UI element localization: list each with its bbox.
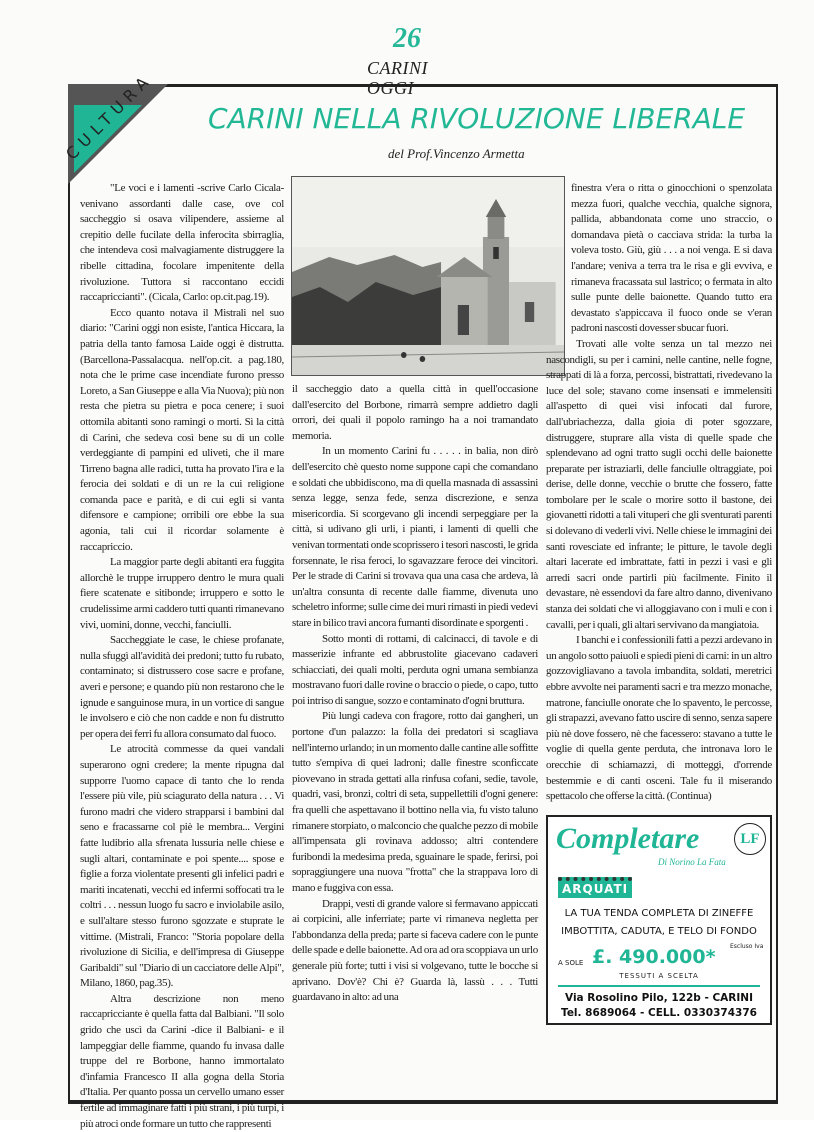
article-column-3: [546, 181, 772, 1025]
paragraph: il saccheggio dato a quella città in quell'occasione dall'esercito del Borbone, rimarrà sempre addietro dagli orrori, dei quali il popolo ramingo ha a noi tramandato memoria.: [292, 383, 538, 442]
ad-fabric-note: TESSUTI A SCELTA: [619, 971, 699, 980]
article-column-1: [80, 181, 284, 1132]
ad-price-note: Escluso Iva: [730, 942, 764, 950]
masthead: [355, 23, 475, 98]
paragraph: La maggior parte degli abitanti era fuggita allorchè le truppe irruppero dentro le mura quali fiere scatenate e sitibonde; irruppero e sotto le crudelissime armi caddero tutti quanti rimanevano vivi, uomini, donne, vecchi, fanciulli.: [80, 556, 284, 631]
article-title: CARINI NELLA RIVOLUZIONE LIBERALE: [208, 102, 746, 135]
ad-partner: ARQUATI: [558, 877, 632, 898]
paragraph: Drappi, vesti di grande valore si fermavano appiccati ai corpicini, alle inferriate; parte vi rimaneva negletta per l'abbondanza della preda; parte si faceva cadere con le punte delle spade e delle baionette. Ad ora ad ora scoppiava un urlo generale più forte; tutti i visi si volgevano, tutte le bocche si aprivano. Dov'è? Chi è? Guarda là, lassù . . . Tutti guardavano in alto: ad una: [292, 897, 538, 1004]
paragraph: finestra v'era o ritta o ginocchioni o spenzolata mezza fuori, qualche vecchia, qualche signora, pallida, abbandonata come uno straccio, o domandava pietà o cacciava strida: la turba la voleva tosto. Giù, giù . . . a noi venga. E si dava l'andare; veniva a terra tra le risa e gli evviva, e rimaneva fracassata sul lastrico; o fermata in alto sulle punte delle baionette. Quando tutto era devastato s'appiccava il fuoco onde se v'eran padroni nascosti dovesser sbucar fuori.: [571, 182, 772, 335]
advertisement: [546, 815, 772, 1025]
ad-line-1: LA TUA TENDA COMPLETA DI ZINEFFE: [564, 907, 754, 919]
article-column-2: [292, 382, 538, 1006]
paragraph: Sotto monti di rottami, di calcinacci, di tavole e di masserizie infrante ed abbrustolite giacevano cadaveri schiacciati, dei quali molti, perduta ogni umana sembianza mostravano fuori dalle rovine o braccio o piede, o capo, tutto poi intriso di sangue, sozzo e contaminato d'ogni bruttura.: [292, 632, 538, 707]
church-engraving-image: [292, 177, 564, 375]
paragraph: In un momento Carini fu . . . . . in balia, non dirò dell'esercito chè questo nome suppone capi che comandano e soldati che ubbidiscono, ma di quella masnada di assassini senza legge, senza fede, senza discrezione, e senza misericordia. Si scorgevano gli incendi serpeggiare per la città, si udivano gli urli, i pianti, i lamenti di quelli che venivan tormentati onde scoprissero i tesori nascosti, le grida forsennate, le risa feroci, lo sgavazzare feroce dei vincitori. Per le strade di Carini si trovava qua una casa che ardeva, là un'altra consunta di recente dalle fiamme, divenuta uno scheletro informe; sulle cime dei muri rimasti in piedi vedevi stare in bilico travi ancora fumanti disordinate e sporgenti .: [292, 445, 538, 629]
ad-address: Via Rosolino Pilo, 122b - CARINI: [565, 991, 753, 1004]
paragraph: Altra descrizione non meno raccapricciante è quella fatta dal Balbiani. "Il solo grido che uscì da Carini -dice il Balbiani- e il lampeggiar delle fiamme, quando fu invasa dalle truppe del re Borbone, hanno immortalato d'infamia Francesco II alla gogna della Storia d'Italia. Per quanto possa un cervello umano esser fertile ad immaginare fatti i più strani, i più turpi, i più atroci onde formare un tutto che rappresenti: [80, 992, 284, 1130]
engraving-illustration: [291, 176, 565, 376]
section-label: CULTURA: [62, 69, 157, 164]
ad-price: £. 490.000*: [592, 945, 716, 968]
paragraph: Le atrocità commesse da quei vandali superarono ogni credere; la mente ripugna dal supporre l'uomo capace di tanto che lo renda l'essere più vile, più sciagurato della natura . . . Vi furono madri che videro strapparsi i bambini dal seno e fracassarne col piè le membra... Vergini fatte ludibrio alla sfrenata lussuria nelle chiese e sugli altari, contaminate e poi spente.... spose e figlie a forza violentate presenti gli infelici padri e mariti incatenati, vecchi ed infermi soffocati tra le coltri . . . nessun luogo fu sacro e inviolabile asilo, e sull'altare stesso furono sgozzate e stuprate le vittime. (Mistrali, Franco: "Storia popolare della rivoluzione di Sicilia, e dell'impresa di Giuseppe Garibaldi" sul "Diario di un cacciatore delle Alpi", Milano, 1860, pag.35).: [80, 743, 284, 990]
ad-phone: Tel. 8689064 - CELL. 0330374376: [561, 1006, 757, 1019]
ad-price-prefix: A SOLE: [558, 958, 584, 967]
article-byline: del Prof.Vincenzo Armetta: [388, 146, 525, 161]
ad-brand: Completare: [556, 821, 700, 855]
ad-line-2: IMBOTTITA, CADUTA, E TELO DI FONDO: [561, 925, 757, 937]
paragraph: Trovati alle volte senza un tal mezzo nei nascondigli, su per i camini, nelle cantine, nelle fogne, strappati di là a forza, percossi, bistrattati, rivedevano la luce del sole; stavano come insensati e immelensiti all'aspetto di quei visi infocati dal furore, dall'ubriachezza, dalla gioia di poter sgozzare, distruggere, stuprare alla vista di quelle spade che splendevano ad ogni tratto sugli occhi delle baionette preparate per istraziarli, delle fanciulle oltraggiate, poi derise, delle donne, vecchie o brutte che fossero, fatte tombolare per le scale o morire sotto il bastone, dei giovanetti ridotti a tali vituperi che gli sventurati parenti si dolevano di vederli vivi. Nelle chiese le immagini dei santi rovesciate ed infrante; le pitture, le tavole degli altari lacerate ed imbrattate, fatti in pezzi i vasi e gli arredi sacri onde partirli più facilmente. Finito il devastare, nè essendovi da fare altro danno, divenivano stanza dei soldati che vi alloggiavano con i muli e con i cavalli, per i quali, gli altari servivano da mangiatoia.: [546, 337, 772, 631]
publication-name: CARINI OGGI: [367, 58, 428, 98]
paragraph: "Le voci e i lamenti -scrive Carlo Cicala- venivano assordanti dalle case, ove col saccheggio si osava vilipendere, assieme al crepitio delle fucilate della inferocita sbirraglia, che intendeva così malvagiamente distruggere la ribelle cittadina, focolare impenitente della rivoluzione. Tuttora si raccontano eccidi raccapriccianti". (Cicala, Carlo: op.cit.pag.19).: [80, 182, 284, 304]
ad-owner: Di Norino La Fata: [658, 856, 726, 867]
ad-divider: [558, 985, 760, 987]
paragraph: Saccheggiate le case, le chiese profanate, nulla sfuggì all'avidità dei predoni; tutto fu rubato, contaminato; si distrussero cose sacre e profane, averi e persone; e quando più non restarono che le ignude e sanguinose mura, in un vortice di sangue le involsero e ciò che non cadde e non fu distrutto per opera dei ferri fu allora consumato dal fuoco.: [80, 634, 284, 740]
lf-logo-icon: LF: [734, 823, 766, 855]
paragraph: Ecco quanto notava il Mistrali nel suo diario: "Carini oggi non esiste, l'antica Hiccara, la patria della tanto famosa Laide oggi è distrutta. (Barcellona-Passalacqua. nell'op.cit. a pag.180, nota che le prime case incendiate furono presso Loreto, a San Giuseppe e alla Via Nuova); più non resta che pietra su pietra e poca cenere; i suoi ottomila abitanti sono ramingi o morti. Sì la città di Carini, che sedeva così bene su di un colle verdeggiante di pampini ed uliveti, che il mare Tirreno bagna alle radici, tutta ha provato l'ira e la ferocia dei soldati e di un re la cui religione comanda pace e parità, e di cui egli si vanta difensore e campione; orribili ore ebbe la sua agonia, tali cui il ricordar solamente è raccapriccio.: [80, 306, 284, 553]
paragraph: Più lungi cadeva con fragore, rotto dai gangheri, un portone d'un palazzo: la folla dei predatori si scagliava nell'interno urlando; in un momento dalle cantine alle soffitte tutto s'empiva di quei ladroni; dalle finestre sconficcate piovevano in strada gettati alla rinfusa cofani, sedie, tavole, quadri, vasi, bronzi, coltri di seta, suppellettili d'ogni genere: fra quelli che aspettavano il bottino nella via, fu visto taluno rimanere storpiato, o malconcio che qualche pezzo di mobile all'impensata gli rovinava addosso; altri contendere furibondi la medesima preda, sguainare le spade, ferirsi, poi sopraggiungere una nuova "frotta" che la strappava loro di mano e fuggiva con essa.: [292, 710, 538, 894]
paragraph: I banchi e i confessionili fatti a pezzi ardevano in un angolo sotto paiuoli e spiedi pieni di carni: in un altro gozzovigliavano a tavola imbandita, soldati, meretrici ebbre avvolte nei paramenti sacri e tra mezzo monache, matrone, fanciulle onorate che lo spavento, le percosse, gli strapazzi, avevano fatto uscire di senno, senza sapere più nè dove fossero, nè che facessero: stavano a tutte le voglie di quella gente perduta, che intronava loro le orecchie di schiamazzi, di motteggi, d'orrende bestemmie e di canti osceni. Tale fu il miserando spettacolo che offerse la città. (Continua): [546, 634, 772, 803]
page-number: 26: [393, 23, 421, 54]
